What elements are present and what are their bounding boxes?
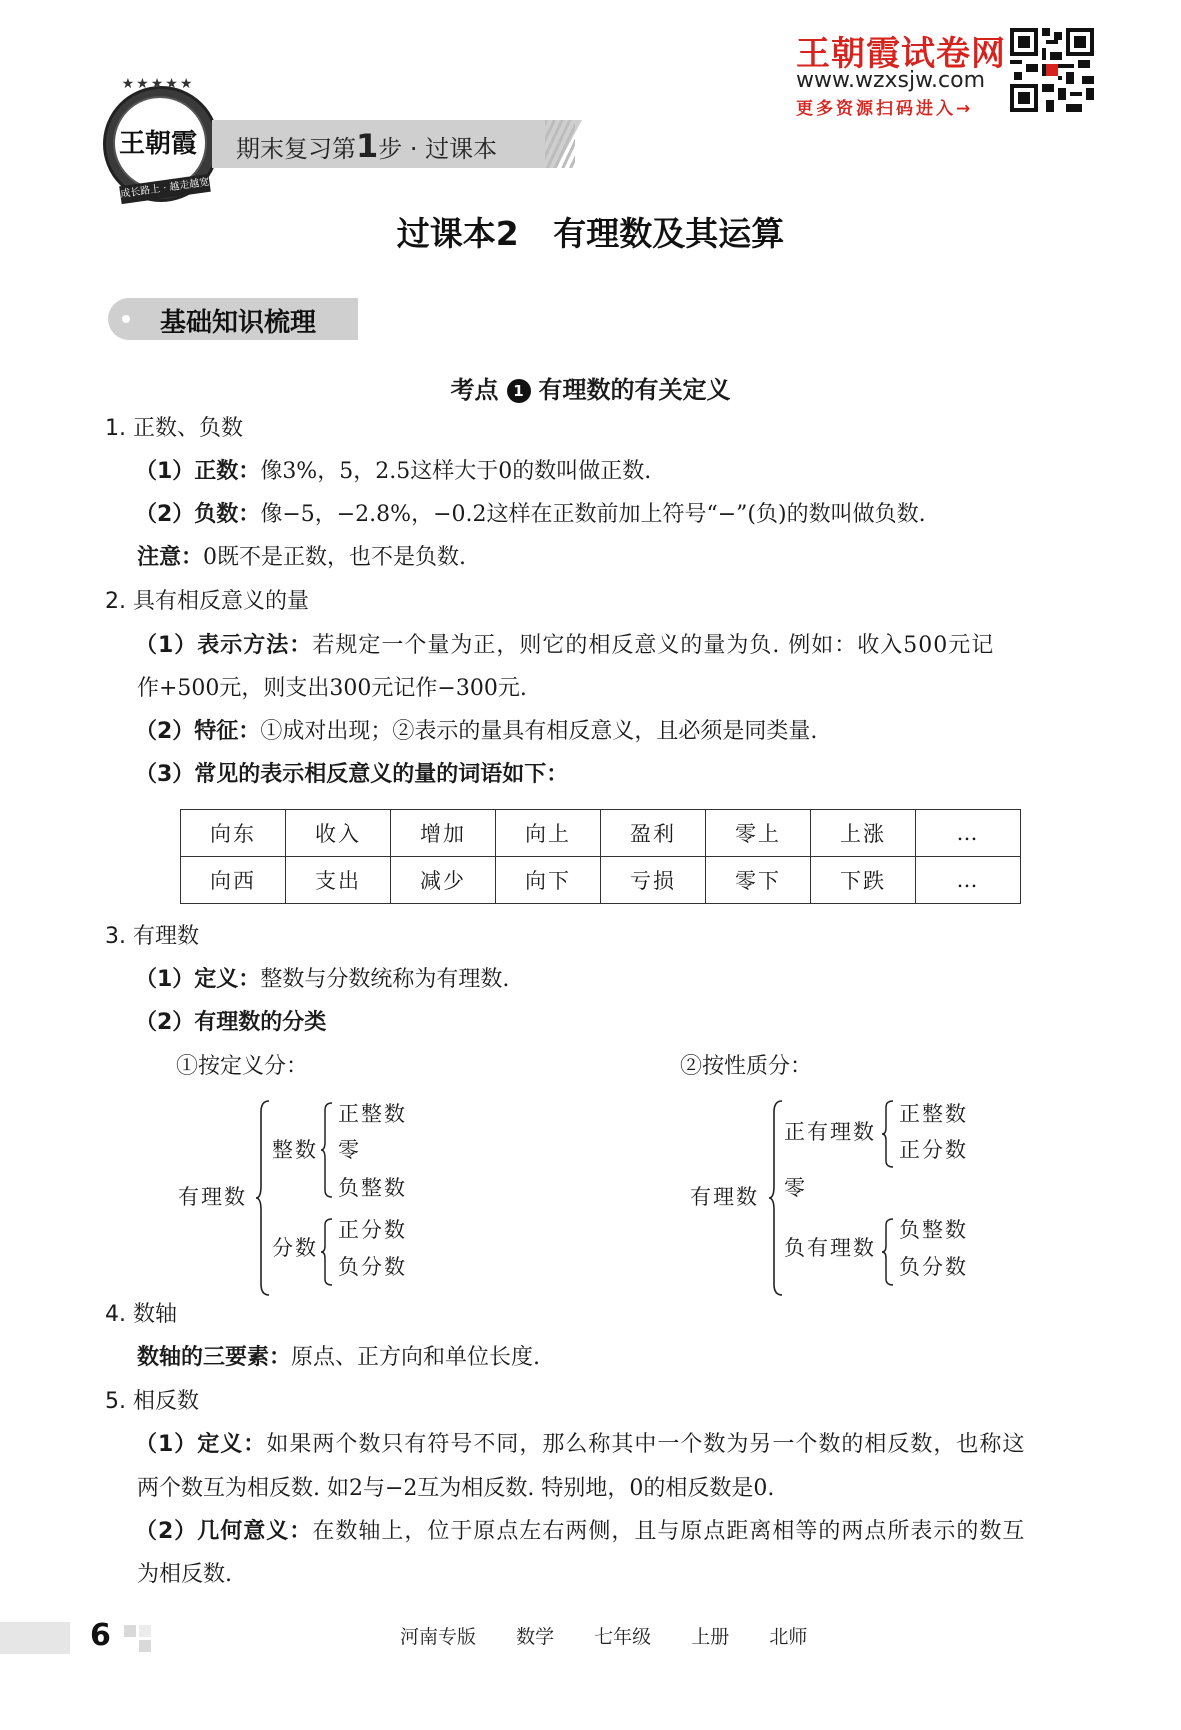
table-cell: 支出: [286, 857, 391, 904]
table-cell: 亏损: [601, 857, 706, 904]
table-row: [181, 857, 1021, 904]
table-cell: 向上: [496, 810, 601, 857]
s2-p2-label: （2）特征：: [135, 719, 261, 744]
s4-heading: 4. 数轴: [105, 1302, 177, 1327]
s2-p2: [135, 717, 817, 747]
logo-text: 王朝霞: [118, 129, 197, 159]
s3-heading: 3. 有理数: [105, 924, 199, 949]
step-prefix: 期末复习第: [236, 135, 356, 163]
s5-p2: [135, 1517, 1025, 1547]
opposite-words-table: [180, 809, 1021, 904]
def-zero: 零: [338, 1138, 361, 1162]
logo-ribbon: 成长路上 · 越走越宽: [119, 174, 211, 204]
step-number: 1: [356, 127, 379, 165]
sign-neg-brace-icon: [881, 1218, 895, 1286]
s4-p1: [137, 1343, 540, 1373]
s1-note: [137, 543, 466, 573]
s3-p1-label: （1）定义：: [135, 967, 261, 992]
def-integer-brace-icon: [320, 1102, 334, 1198]
section-tag-dot: [122, 315, 130, 323]
s2-heading: 2. 具有相反意义的量: [105, 589, 309, 614]
brand-name: 王朝霞试卷网: [796, 34, 1006, 74]
s1-p2: [135, 500, 926, 530]
s1-heading: 1. 正数、负数: [105, 416, 243, 441]
sign-pos-rat: 正有理数: [784, 1120, 876, 1144]
s5-heading: 5. 相反数: [105, 1389, 199, 1414]
qr-code-icon[interactable]: [1010, 28, 1094, 112]
s5-p2-text: 在数轴上，位于原点左右两侧，且与原点距离相等的两点所表示的数互: [312, 1519, 1026, 1544]
s1-note-label: 注意：: [137, 545, 204, 570]
s2-p3-label: （3）常见的表示相反意义的量的词语如下：: [135, 762, 569, 787]
s1-p2-text: 像−5，−2.8%，−0.2这样在正数前加上符号“−”(负)的数叫做负数.: [260, 502, 926, 527]
footer-squares-icon: [124, 1625, 152, 1653]
footer-band: [0, 1622, 70, 1654]
def-integer: 整数: [272, 1138, 318, 1162]
table-cell: 零下: [706, 857, 811, 904]
class-by-def-title: ①按定义分：: [176, 1054, 309, 1079]
s2-p1: [135, 631, 994, 661]
sign-root-brace-icon: [768, 1100, 784, 1296]
s4-p1-text: 原点、正方向和单位长度.: [291, 1345, 541, 1370]
s1-p2-label: （2）负数：: [135, 502, 261, 527]
sign-zero: 零: [784, 1176, 807, 1200]
kaodian-prefix: 考点: [450, 376, 499, 404]
s5-p2-cont: 为相反数.: [137, 1562, 232, 1587]
def-pos-int: 正整数: [338, 1102, 407, 1126]
table-cell: 增加: [391, 810, 496, 857]
s5-p1-label: （1）定义：: [135, 1432, 267, 1457]
step-suffix: 步 · 过课本: [378, 135, 498, 163]
table-row: [181, 810, 1021, 857]
kaodian-title: 有理数的有关定义: [538, 376, 731, 404]
table-cell: 向西: [181, 857, 286, 904]
brand-cta: 更多资源扫码进入→: [796, 99, 974, 119]
table-cell: 零上: [706, 810, 811, 857]
kaodian-number-badge: 1: [507, 379, 531, 403]
sign-pos-brace-icon: [881, 1100, 895, 1168]
def-root-brace-icon: [255, 1100, 271, 1296]
table-cell: …: [916, 857, 1021, 904]
s5-p1-text: 如果两个数只有符号不同，那么称其中一个数为另一个数的相反数，也称这: [266, 1432, 1026, 1457]
sign-neg-rat: 负有理数: [784, 1236, 876, 1260]
table-cell: …: [916, 810, 1021, 857]
s2-p1-text: 若规定一个量为正，则它的相反意义的量为负. 例如：收入500元记: [312, 633, 995, 658]
header-stripes: [545, 120, 575, 168]
table-cell: 下跌: [811, 857, 916, 904]
table-cell: 上涨: [811, 810, 916, 857]
def-fraction-brace-icon: [320, 1218, 334, 1286]
s1-p1: [135, 457, 651, 487]
s1-note-text: 0既不是正数，也不是负数.: [203, 545, 467, 570]
s3-p1-text: 整数与分数统称为有理数.: [260, 967, 510, 992]
s1-p1-label: （1）正数：: [135, 459, 261, 484]
def-fraction: 分数: [272, 1236, 318, 1260]
sign-pos-int: 正整数: [899, 1102, 968, 1126]
s4-p1-label: 数轴的三要素：: [137, 1345, 292, 1370]
def-neg-int: 负整数: [338, 1176, 407, 1200]
table-cell: 向东: [181, 810, 286, 857]
s5-p1-cont: 两个数互为相反数. 如2与−2互为相反数. 特别地，0的相反数是0.: [137, 1476, 775, 1501]
def-pos-frac: 正分数: [338, 1218, 407, 1242]
s5-p2-label: （2）几何意义：: [135, 1519, 313, 1544]
s2-p2-text: ①成对出现；②表示的量具有相反意义，且必须是同类量.: [260, 719, 818, 744]
sign-neg-frac: 负分数: [899, 1255, 968, 1279]
logo-stars-icon: ★★★★★: [121, 76, 195, 92]
s3-p2-label: （2）有理数的分类: [135, 1010, 327, 1035]
sign-neg-int: 负整数: [899, 1218, 968, 1242]
s2-p1-label: （1）表示方法：: [135, 633, 313, 658]
s1-p1-text: 像3%，5，2.5这样大于0的数叫做正数.: [260, 459, 652, 484]
s5-p1: [135, 1430, 1025, 1460]
header-step-label: [236, 127, 497, 165]
def-neg-frac: 负分数: [338, 1255, 407, 1279]
footer-text: 河南专版 数学 七年级 上册 北师: [400, 1626, 808, 1648]
section-tag-label: 基础知识梳理: [160, 308, 317, 338]
sign-root: 有理数: [690, 1185, 759, 1209]
sign-pos-frac: 正分数: [899, 1138, 968, 1162]
s3-p1: [135, 965, 509, 995]
class-by-sign-title: ②按性质分：: [680, 1054, 813, 1079]
table-cell: 收入: [286, 810, 391, 857]
page-number: 6: [90, 1618, 111, 1653]
kaodian-heading: [0, 370, 1181, 405]
table-cell: 减少: [391, 857, 496, 904]
table-cell: 向下: [496, 857, 601, 904]
brand-url[interactable]: www.wzxsjw.com: [796, 68, 986, 93]
s2-p1-cont: 作+500元，则支出300元记作−300元.: [137, 676, 527, 701]
table-cell: 盈利: [601, 810, 706, 857]
def-root: 有理数: [178, 1185, 247, 1209]
page-title: 过课本2 有理数及其运算: [396, 214, 785, 253]
